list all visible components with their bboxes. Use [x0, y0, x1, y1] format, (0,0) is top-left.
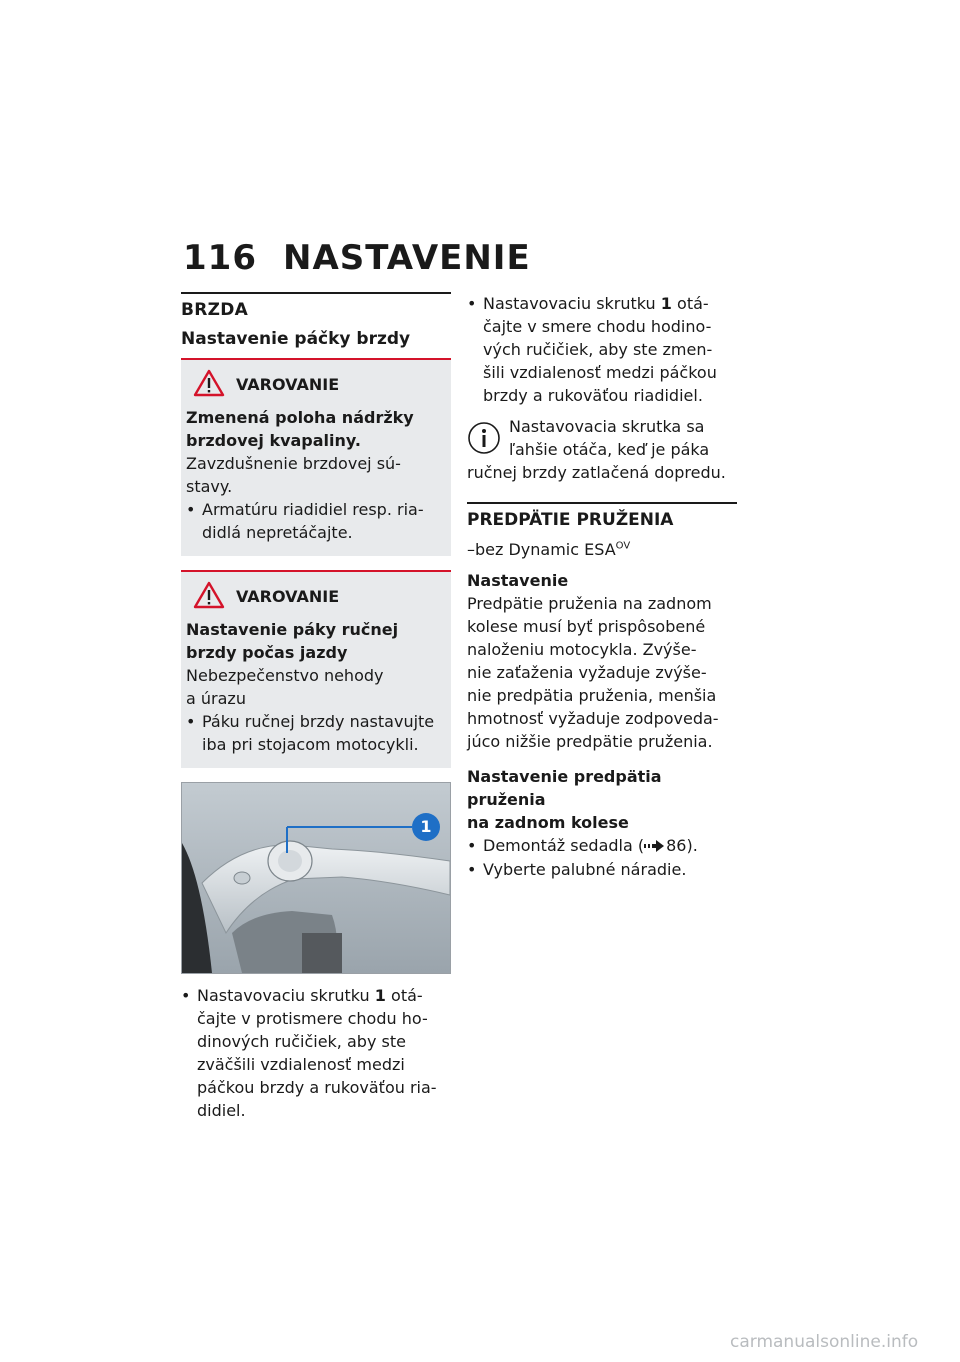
right-column — [467, 292, 737, 881]
warning-bullet — [186, 710, 445, 756]
section-rule — [467, 502, 737, 504]
esa-note-text: –bez Dynamic ESA — [467, 540, 616, 559]
warning-text — [186, 452, 445, 498]
subsection-title: Nastavenie páčky brzdy — [181, 329, 411, 349]
page-reference-arrow-icon — [644, 835, 666, 858]
step-line: čajte v protismere chodu ho- — [197, 1009, 428, 1028]
subhead-predpatie — [467, 765, 737, 834]
page-title: NASTAVENIE — [283, 238, 531, 278]
page-reference[interactable]: 86). — [666, 836, 698, 855]
brake-lever-figure — [181, 782, 451, 974]
warning-heading-line: Zmenená poloha nádržky — [186, 408, 414, 427]
bullet-text-line: didlá nepretáčajte. — [202, 523, 353, 542]
bullet-icon: • — [181, 986, 191, 1005]
paragraph-line: naloženiu motocykla. Zvýše- — [467, 640, 697, 659]
section-title-predpatie: PREDPÄTIE PRUŽENIA — [467, 510, 674, 530]
warning-text-line: Nebezpečenstvo nehody — [186, 666, 384, 685]
subhead-nastavenie: Nastavenie — [467, 571, 569, 590]
paragraph-line: nie predpätia pruženia, menšia — [467, 686, 717, 705]
list-item-text: Demontáž sedadla ( — [483, 836, 645, 855]
bullet-text-line: iba pri stojacom motocykli. — [202, 735, 419, 754]
paragraph-line: hmotnosť vyžaduje zodpoveda- — [467, 709, 719, 728]
subhead-line: na zadnom kolese — [467, 813, 629, 832]
subhead-line: Nastavenie predpätia pruženia — [467, 767, 662, 809]
step-line — [197, 984, 451, 1007]
step-text: Nastavovaciu skrutku — [483, 294, 656, 313]
warning-heading-line: Nastavenie páky ručnej — [186, 620, 399, 639]
step-line: didiel. — [197, 1101, 246, 1120]
bullet-icon: • — [186, 500, 196, 519]
warning-box-2 — [181, 572, 451, 768]
step-text: otá- — [391, 986, 423, 1005]
step-line: šili vzdialenosť medzi páčkou — [483, 363, 717, 382]
brake-lever-illustration — [182, 783, 450, 973]
step-bullet-left — [181, 984, 451, 1122]
reference-number: 1 — [660, 294, 672, 313]
step-line: čajte v smere chodu hodino- — [483, 317, 712, 336]
info-note — [467, 415, 737, 484]
bullet-icon: • — [467, 294, 477, 313]
warning-label: VAROVANIE — [236, 586, 340, 606]
left-column — [181, 292, 451, 1122]
section-title-brzda: BRZDA — [181, 300, 249, 320]
paragraph-line: Predpätie pruženia na zadnom — [467, 594, 712, 613]
paragraph-line: júco nižšie predpätie pruženia. — [467, 732, 713, 751]
step-line: dinových ručičiek, aby ste — [197, 1032, 406, 1051]
warning-heading — [186, 618, 445, 664]
bullet-text-line: Páku ručnej brzdy nastavujte — [202, 712, 435, 731]
esa-superscript: OV — [615, 540, 631, 552]
step-bullet-right — [467, 292, 737, 407]
warning-heading — [186, 406, 445, 452]
warning-heading-line: brzdy počas jazdy — [186, 643, 348, 662]
step-text: otá- — [677, 294, 709, 313]
reference-number: 1 — [374, 986, 386, 1005]
warning-triangle-icon — [186, 581, 232, 611]
info-icon — [467, 415, 509, 461]
step-line: zväčšili vzdialenosť medzi — [197, 1055, 405, 1074]
bullet-icon: • — [467, 836, 477, 855]
list-item-text: Vyberte palubné náradie. — [483, 860, 687, 879]
warning-text-line: stavy. — [186, 477, 233, 496]
step-line: vých ručičiek, aby ste zmen- — [483, 340, 713, 359]
bullet-icon: • — [467, 860, 477, 879]
esa-note — [467, 540, 737, 559]
watermark: carmanualsonline.info — [730, 1332, 919, 1352]
section-rule — [181, 292, 451, 294]
step-line: páčkou brzdy a rukoväťou ria- — [197, 1078, 437, 1097]
list-item — [467, 858, 737, 881]
warning-text-line: a úrazu — [186, 689, 246, 708]
step-text: Nastavovaciu skrutku — [197, 986, 370, 1005]
bullet-icon: • — [186, 712, 196, 731]
callout-label: 1 — [420, 817, 432, 836]
warning-heading-line: brzdovej kvapaliny. — [186, 431, 361, 450]
bullet-text-line: Armatúru riadidiel resp. ria- — [202, 500, 424, 519]
info-text-line: ľahšie otáča, keď je páka — [509, 440, 710, 459]
warning-label: VAROVANIE — [236, 374, 340, 394]
list-item — [467, 834, 737, 858]
warning-box-1 — [181, 360, 451, 556]
paragraph-line: kolese musí byť prispôsobené — [467, 617, 706, 636]
warning-text — [186, 664, 445, 710]
paragraph — [467, 592, 737, 753]
info-text-line: Nastavovacia skrutka sa — [509, 417, 705, 436]
warning-text-line: Zavzdušnenie brzdovej sú- — [186, 454, 401, 473]
step-line — [483, 292, 737, 315]
step-line: brzdy a rukoväťou riadidiel. — [483, 386, 703, 405]
warning-triangle-icon — [186, 369, 232, 399]
paragraph-line: nie zaťaženia vyžaduje zvýše- — [467, 663, 707, 682]
info-text-line: ručnej brzdy zatlačená dopredu. — [467, 463, 726, 482]
page-number: 116 — [183, 238, 257, 278]
warning-bullet — [186, 498, 445, 544]
